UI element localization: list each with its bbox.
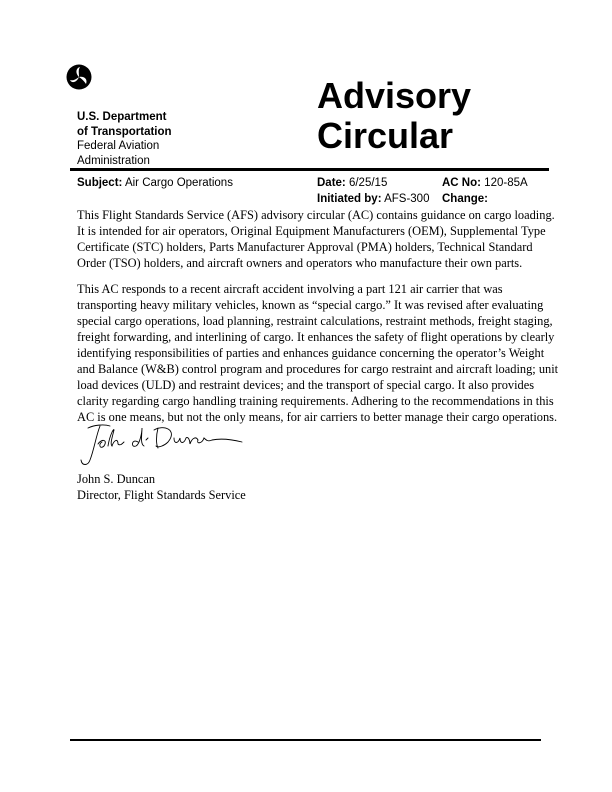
ac-no-field: [442, 175, 528, 191]
date-field: [317, 175, 387, 191]
paragraph-1: [77, 207, 557, 271]
text-line: and Balance (W&B) control program and procedures for cargo restraint and aircraft loading; unit: [77, 362, 559, 376]
subject-value: Air Cargo Operations: [124, 177, 233, 189]
header-divider: [70, 168, 549, 171]
dept-line2: of Transportation: [77, 125, 172, 138]
signature-block: [77, 471, 246, 503]
title-line2: Circular: [317, 115, 454, 156]
department-block: [77, 110, 172, 168]
paragraph-2: [77, 281, 557, 425]
text-line: Order (TSO) holders, and aircraft owners and operators who manufacture their own parts.: [77, 256, 523, 270]
signer-title: Director, Flight Standards Service: [77, 488, 246, 502]
date-label: Date:: [317, 177, 346, 189]
agency-line2: Administration: [77, 154, 150, 167]
text-line: transporting heavy military vehicles, known as “special cargo.” It was revised after evaluating: [77, 298, 544, 312]
initiated-label: Initiated by:: [317, 193, 382, 205]
dot-logo-icon: [66, 64, 92, 90]
text-line: identifying responsibilities of parties and enhances guidance concerning the operator’s Weight: [77, 346, 545, 360]
text-line: This AC responds to a recent aircraft accident involving a part 121 air carrier that was: [77, 282, 503, 296]
document-title: [317, 76, 471, 156]
initiated-field: [317, 191, 429, 207]
text-line: This Flight Standards Service (AFS) advisory circular (AC) contains guidance on cargo loading.: [77, 208, 555, 222]
text-line: load devices (ULD) and restraint devices; and the transport of special cargo. It also provides: [77, 378, 535, 392]
text-line: clarity regarding cargo handling training requirements. Adhering to the recommendations in this: [77, 394, 554, 408]
text-line: special cargo operations, load planning, restraint calculations, restraint methods, freight staging,: [77, 314, 553, 328]
text-line: Certificate (STC) holders, Parts Manufacturer Approval (PMA) holders, Technical Standard: [77, 240, 533, 254]
text-line: It is intended for air operators, Original Equipment Manufacturers (OEM), Supplemental Type: [77, 224, 546, 238]
text-line: AC is one means, but not the only means, for air carriers to better manage their cargo operations.: [77, 410, 558, 424]
agency-line1: Federal Aviation: [77, 140, 160, 152]
signer-name: John S. Duncan: [77, 472, 156, 486]
title-line1: Advisory: [317, 75, 472, 116]
handwritten-signature: [78, 422, 248, 470]
dept-line1: U.S. Department: [77, 111, 167, 123]
text-line: freight forwarding, and interlining of cargo. It enhances the safety of flight operations by clearly: [77, 330, 555, 344]
change-label: Change:: [442, 193, 488, 205]
date-value: 6/25/15: [348, 177, 388, 189]
subject-field: [77, 175, 233, 191]
ac-no-value: 120-85A: [484, 177, 528, 189]
subject-label: Subject:: [77, 177, 123, 189]
change-field: [442, 191, 488, 207]
ac-no-label: AC No:: [442, 177, 481, 189]
footer-divider: [70, 739, 541, 741]
initiated-value: AFS-300: [384, 193, 430, 205]
